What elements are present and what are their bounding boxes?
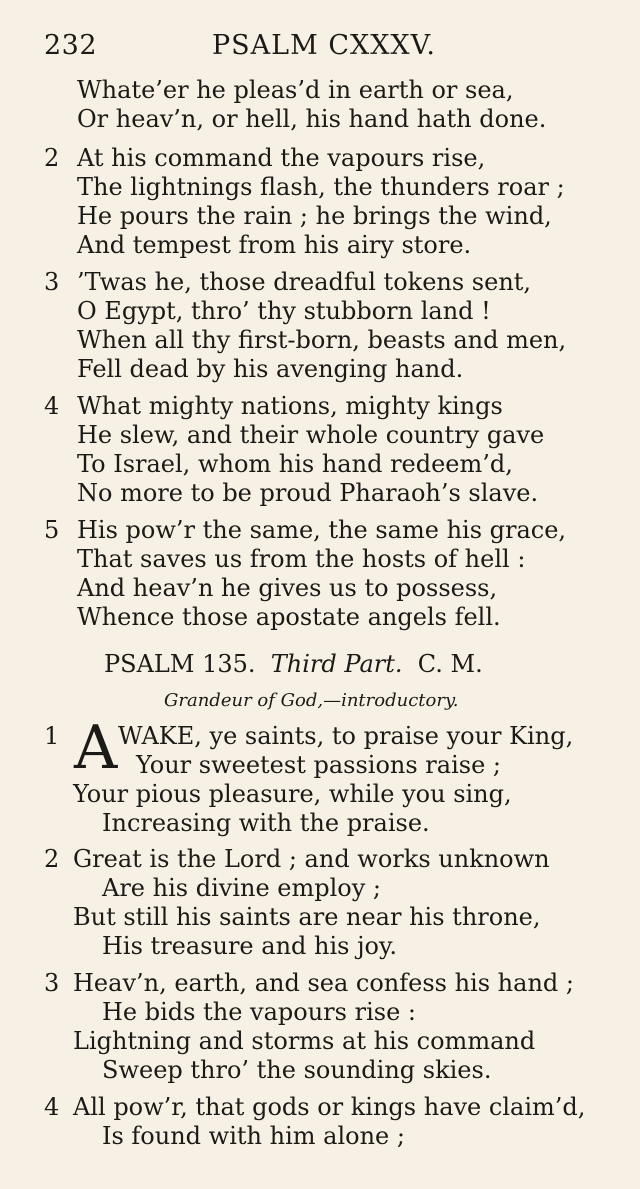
- verse-line: Great is the Lord ; and works unknown: [73, 845, 550, 873]
- verse-line: And tempest from his airy store.: [77, 231, 472, 259]
- verse-line: He bids the vapours rise :: [102, 998, 416, 1026]
- verse-number: 2: [44, 144, 60, 172]
- verse-line: He pours the rain ; he brings the wind,: [77, 202, 552, 230]
- verse-number: 3: [44, 268, 60, 296]
- verse-line: Fell dead by his avenging hand.: [77, 355, 464, 383]
- verse-line: The lightnings flash, the thunders roar ;: [77, 173, 565, 201]
- verse-number: 4: [44, 1093, 60, 1121]
- stanza-4: [44, 392, 624, 508]
- verse-line: But still his saints are near his throne,: [73, 903, 541, 931]
- verse-line: His pow’r the same, the same his grace,: [77, 516, 567, 544]
- stanza-4-second: [44, 1093, 624, 1151]
- verse-line: At his command the vapours rise,: [77, 144, 486, 172]
- drop-cap-letter: A: [74, 713, 118, 783]
- verse-line: No more to be proud Pharaoh’s slave.: [77, 479, 539, 507]
- verse-line: That saves us from the hosts of hell :: [77, 545, 526, 573]
- stanza-2-second: [44, 845, 624, 961]
- verse-line: What mighty nations, mighty kings: [77, 392, 503, 420]
- verse-line: And heav’n he gives us to possess,: [77, 574, 498, 602]
- verse-line: Increasing with the praise.: [102, 809, 430, 837]
- verse-line: Whate’er he pleas’d in earth or sea,: [77, 76, 514, 104]
- verse-line: When all thy first-born, beasts and men,: [77, 326, 567, 354]
- verse-line: Sweep thro’ the sounding skies.: [102, 1056, 492, 1084]
- stanza-1-second: [44, 713, 624, 838]
- verse-line: O Egypt, thro’ thy stubborn land !: [77, 297, 491, 325]
- psalm-subtitle: Grandeur of God,—introductory.: [164, 690, 459, 711]
- stanza-5: [44, 516, 624, 632]
- verse-line: Your pious pleasure, while you sing,: [73, 780, 512, 808]
- psalm-heading: [104, 650, 483, 678]
- verse-line: Lightning and storms at his command: [73, 1027, 536, 1055]
- verse-line: To Israel, whom his hand redeem’d,: [77, 450, 513, 478]
- verse-number: 2: [44, 845, 60, 873]
- psalm-part-label: Third Part.: [270, 650, 403, 678]
- running-title: PSALM CXXXV.: [212, 30, 437, 61]
- verse-line: Whence those apostate angels fell.: [77, 603, 501, 631]
- verse-line: His treasure and his joy.: [102, 932, 397, 960]
- page-number: 232: [44, 30, 98, 61]
- page-header: [44, 30, 604, 64]
- verse-line: Your sweetest passions raise ;: [136, 751, 501, 779]
- stanza-continuation: [44, 76, 624, 134]
- verse-number: 4: [44, 392, 60, 420]
- stanza-2: [44, 144, 624, 260]
- verse-line: ’Twas he, those dreadful tokens sent,: [77, 268, 532, 296]
- psalm-number-label: PSALM 135.: [104, 650, 256, 678]
- verse-line: He slew, and their whole country gave: [77, 421, 545, 449]
- verse-line: Heav’n, earth, and sea confess his hand ;: [73, 969, 574, 997]
- verse-number: 3: [44, 969, 60, 997]
- verse-line: Are his divine employ ;: [102, 874, 381, 902]
- verse-number: 5: [44, 516, 60, 544]
- verse-line: Or heav’n, or hell, his hand hath done.: [77, 105, 547, 133]
- verse-number: 1: [44, 722, 60, 750]
- verse-line: All pow’r, that gods or kings have claim’d,: [73, 1093, 586, 1121]
- psalm-meter-label: C. M.: [417, 650, 483, 678]
- stanza-3: [44, 268, 624, 384]
- verse-line: Is found with him alone ;: [102, 1122, 405, 1150]
- stanza-3-second: [44, 969, 624, 1085]
- verse-line: WAKE, ye saints, to praise your King,: [118, 722, 574, 750]
